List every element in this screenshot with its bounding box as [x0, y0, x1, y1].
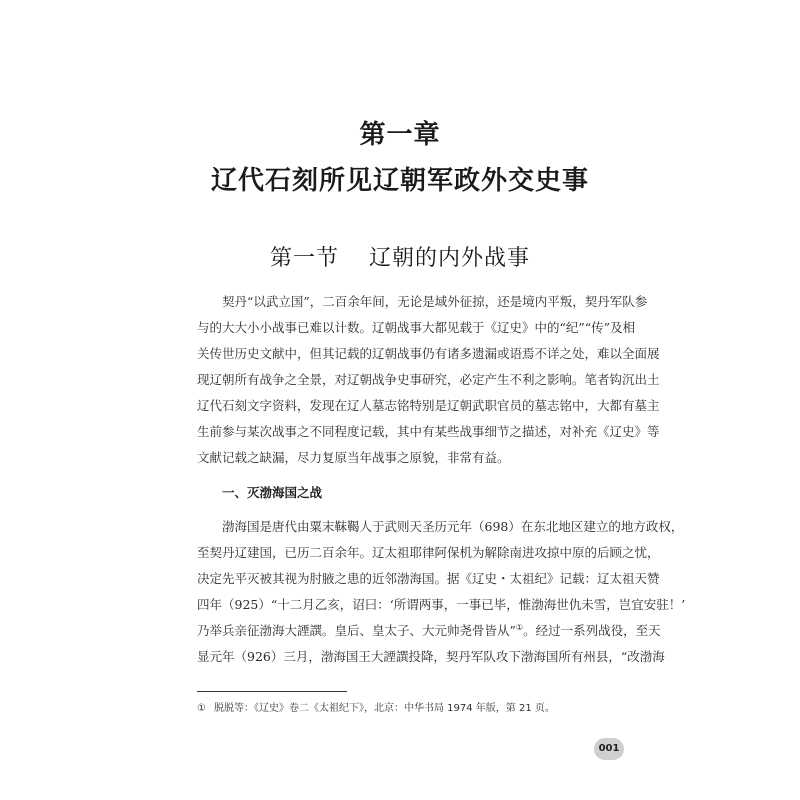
- paragraph-line: 决定先平灭被其视为肘腋之患的近邻渤海国。据《辽史・太祖纪》记载：辽太祖天赞: [197, 571, 660, 586]
- paragraph-line: 现辽朝所有战争之全景，对辽朝战争史事研究，必定产生不利之影响。笔者钩沉出土: [197, 372, 660, 387]
- paragraph-line: 生前参与某次战事之不同程度记载，其中有某些战事细节之描述，对补充《辽史》等: [197, 424, 660, 439]
- paragraph-intro: [197, 289, 660, 471]
- footnote-mark: ①: [197, 703, 206, 714]
- section-number: 第一节: [269, 246, 339, 271]
- chapter-number: 第一章: [359, 120, 441, 150]
- paragraph-line: 契丹“以武立国”，二百余年间，无论是域外征掠，还是境内平叛，契丹军队参: [222, 294, 648, 309]
- paragraph-line: 至契丹辽建国，已历二百余年。辽太祖耶律阿保机为解除南进攻掠中原的后顾之忧，: [197, 545, 660, 560]
- footnote-divider: [197, 691, 347, 692]
- paragraph-line: 辽代石刻文字资料，发现在辽人墓志铭特别是辽朝武职官员的墓志铭中，大都有墓主: [197, 398, 660, 413]
- paragraph-segment: 。经过一系列战役，至天: [523, 623, 661, 638]
- subheading: 一、灭渤海国之战: [222, 485, 323, 500]
- paragraph-line: 显元年（926）三月，渤海国王大諲譔投降，契丹军队攻下渤海国所有州县，“改渤海: [197, 649, 665, 664]
- paragraph-line: 关传世历史文献中，但其记载的辽朝战事仍有诸多遗漏或语焉不详之处，难以全面展: [197, 346, 660, 361]
- paragraph-line: 与的大大小小战事已难以计数。辽朝战事大都见载于《辽史》中的“纪”“传”及相: [197, 320, 636, 335]
- section-name: 辽朝的内外战事: [369, 246, 531, 271]
- paragraph-segment: 乃举兵亲征渤海大諲譔。皇后、皇太子、大元帅尧骨皆从”: [197, 623, 516, 638]
- paragraph-bohai: [197, 514, 686, 670]
- paragraph-line: 四年（925）“十二月乙亥，诏曰：‘所谓两事，一事已毕，惟渤海世仇未雪，岂宜安驻！’: [197, 597, 686, 612]
- footnote-text: 脱脱等：《辽史》卷二《太祖纪下》，北京：中华书局 1974 年版，第 21 页。: [213, 703, 555, 714]
- section-title: [0, 244, 800, 274]
- paragraph-line: 文献记载之缺漏，尽力复原当年战事之原貌，非常有益。: [197, 450, 510, 465]
- footnote: [197, 701, 555, 717]
- paragraph-line: [197, 618, 661, 644]
- footnote-reference[interactable]: ①: [515, 622, 524, 632]
- paragraph-line: 渤海国是唐代由粟末靺鞨人于武则天圣历元年（698）在东北地区建立的地方政权，: [222, 519, 684, 534]
- page-number: 001: [594, 738, 624, 760]
- chapter-title: 辽代石刻所见辽朝军政外交史事: [210, 166, 589, 196]
